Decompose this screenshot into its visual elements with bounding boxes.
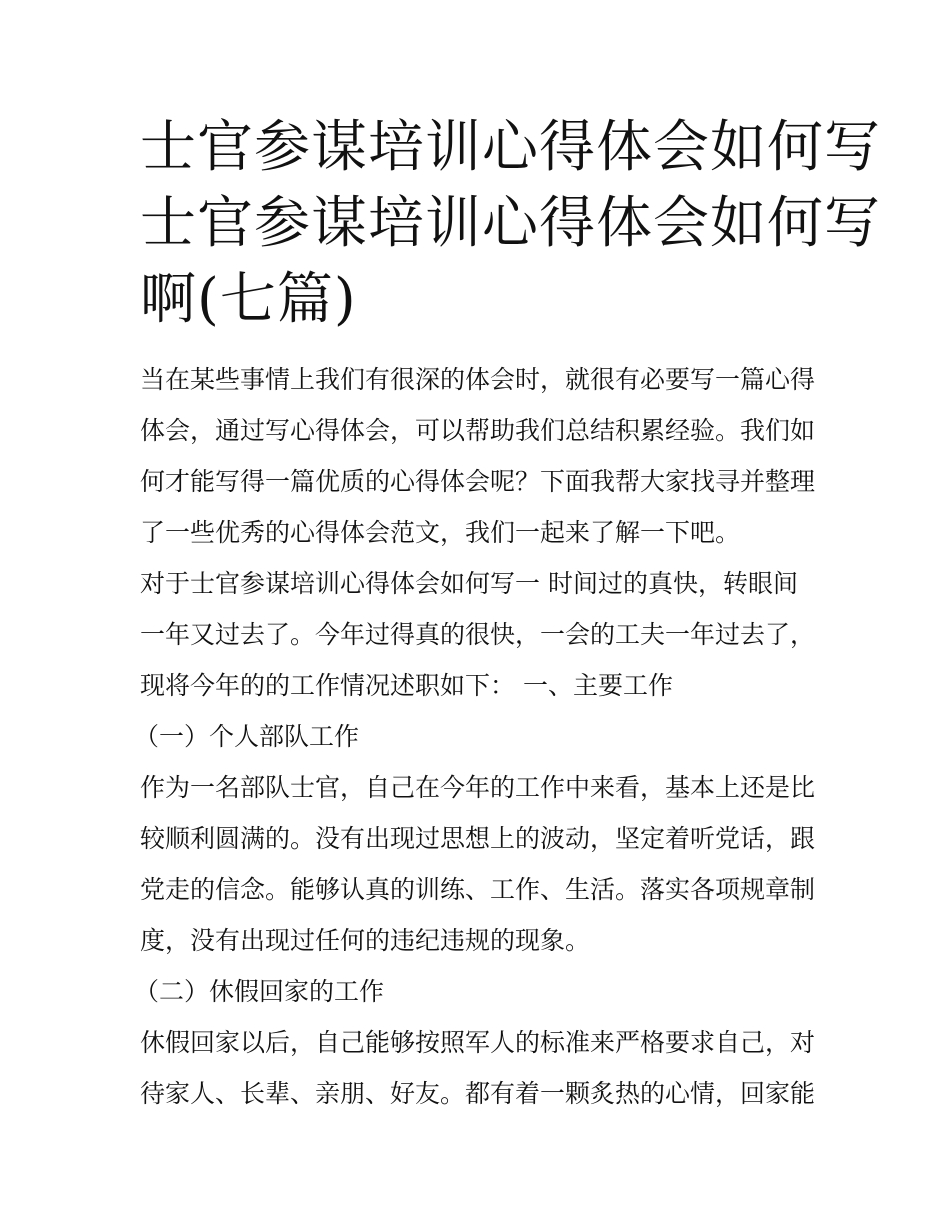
body-line: 体会，通过写心得体会，可以帮助我们总结积累经验。我们如	[140, 416, 816, 445]
body-line: 度，没有出现过任何的违纪违规的现象。	[140, 926, 591, 955]
title-line: 士官参谋培训心得体会如何写	[140, 115, 881, 180]
body-line: 休假回家以后，自己能够按照军人的标准来严格要求自己，对	[140, 1028, 816, 1057]
document-body	[134, 354, 820, 1119]
body-line: 了一些优秀的心得体会范文，我们一起来了解一下吧。	[140, 518, 741, 547]
body-line: 待家人、长辈、亲朋、好友。都有着一颗炙热的心情，回家能	[140, 1079, 816, 1108]
body-line: 较顺利圆满的。没有出现过思想上的波动，坚定着听党话，跟	[140, 824, 816, 853]
section-heading: （二）休假回家的工作	[134, 977, 385, 1006]
body-line: 何才能写得一篇优质的心得体会呢？下面我帮大家找寻并整理	[140, 467, 816, 496]
body-line: 对于士官参谋培训心得体会如何写一 时间过的真快，转眼间	[140, 569, 798, 598]
body-line: 一年又过去了。今年过得真的很快，一会的工夫一年过去了，	[140, 620, 816, 649]
section-heading: （一）个人部队工作	[134, 722, 360, 751]
body-line: 党走的信念。能够认真的训练、工作、生活。落实各项规章制	[140, 875, 816, 904]
body-line: 现将今年的的工作情况述职如下： 一、主要工作	[140, 671, 673, 700]
body-line: 作为一名部队士官，自己在今年的工作中来看，基本上还是比	[140, 773, 816, 802]
body-line: 当在某些事情上我们有很深的体会时，就很有必要写一篇心得	[140, 365, 816, 394]
title-line: 啊(七篇)	[140, 267, 357, 332]
document-title	[140, 110, 881, 338]
title-line: 士官参谋培训心得体会如何写	[140, 191, 881, 256]
